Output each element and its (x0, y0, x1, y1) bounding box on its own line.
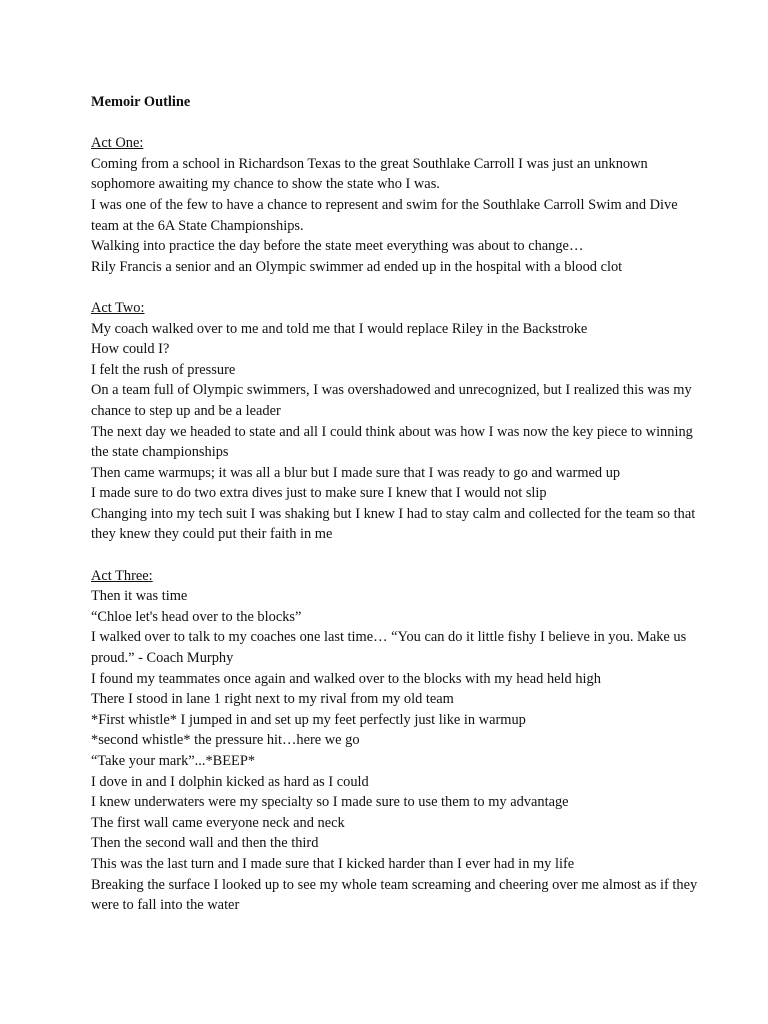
act-three-heading: Act Three: (91, 567, 153, 584)
act-two-line: On a team full of Olympic swimmers, I was overshadowed and unrecognized, but I realized this was my chance to step up and be a leader (91, 382, 692, 419)
act-three-line: Then it was time (91, 588, 188, 605)
blank-line (91, 277, 701, 298)
document-title: Memoir Outline (91, 94, 191, 110)
act-two-line: My coach walked over to me and told me that I would replace Riley in the Backstroke (91, 320, 588, 337)
act-three-line: I dove in and I dolphin kicked as hard as I could (91, 773, 369, 790)
act-two-section (91, 298, 701, 545)
act-two-line: Then came warmups; it was all a blur but I made sure that I was ready to go and warmed up (91, 464, 621, 481)
act-one-line: I was one of the few to have a chance to represent and swim for the Southlake Carroll Swim and Dive team at the 6A State Championships. (91, 196, 678, 234)
act-three-line: I knew underwaters were my specialty so I made sure to use them to my advantage (91, 794, 569, 811)
act-three-line: The first wall came everyone neck and neck (91, 814, 345, 831)
act-one-section (91, 133, 701, 277)
act-three-line: “Take your mark”...*BEEP* (91, 753, 256, 769)
act-two-line: Changing into my tech suit I was shaking but I knew I had to stay calm and collected for the team so that they knew they could put their faith in me (91, 505, 696, 543)
act-three-line: “Chloe let's head over to the blocks” (91, 608, 302, 625)
act-one-heading: Act One: (91, 135, 144, 152)
act-two-line: I made sure to do two extra dives just to make sure I knew that I would not slip (91, 485, 547, 502)
act-three-line: I found my teammates once again and walked over to the blocks with my head held high (91, 670, 601, 687)
act-three-line: This was the last turn and I made sure that I kicked harder than I ever had in my life (91, 855, 575, 872)
act-three-line: *First whistle* I jumped in and set up my feet perfectly just like in warmup (91, 711, 526, 728)
act-two-line: How could I? (91, 341, 170, 358)
document-body (91, 92, 701, 916)
act-three-line: There I stood in lane 1 right next to my rival from my old team (91, 691, 454, 708)
act-three-line: Then the second wall and then the third (91, 835, 319, 852)
act-three-line: Breaking the surface I looked up to see my whole team screaming and cheering over me almost as if they were to fall into the water (91, 876, 698, 914)
act-three-section (91, 566, 701, 916)
act-three-line: I walked over to talk to my coaches one last time… “You can do it little fishy I believe in you. Make us proud.” - Coach Murphy (91, 629, 687, 667)
act-three-line: *second whistle* the pressure hit…here we go (91, 732, 360, 749)
act-one-line: Walking into practice the day before the state meet everything was about to change… (91, 238, 584, 255)
act-two-heading: Act Two: (91, 299, 145, 316)
act-two-line: I felt the rush of pressure (91, 361, 236, 378)
act-one-line: Coming from a school in Richardson Texas to the great Southlake Carroll I was just an unknown sophomore awaiting my chance to show the state who I was. (91, 155, 648, 193)
act-two-line: The next day we headed to state and all I could think about was how I was now the key piece to winning the state championships (91, 423, 693, 461)
blank-line (91, 113, 701, 134)
blank-line (91, 545, 701, 566)
act-one-line: Rily Francis a senior and an Olympic swimmer ad ended up in the hospital with a blood clot (91, 258, 623, 275)
